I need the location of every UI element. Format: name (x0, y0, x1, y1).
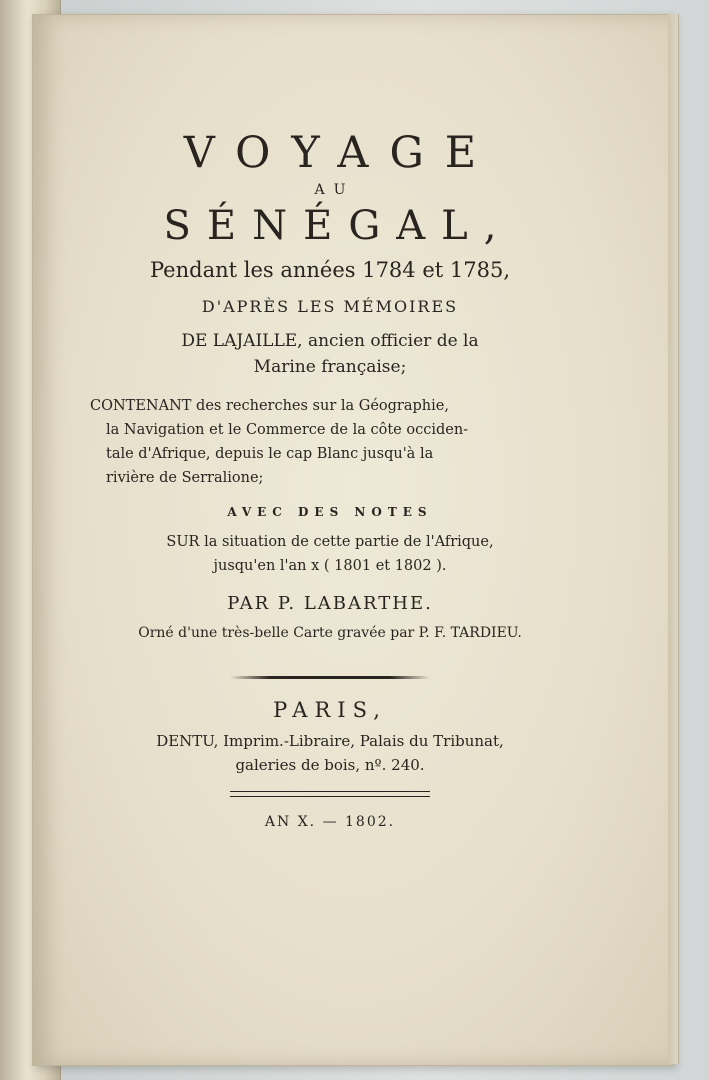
imprint-address: galeries de bois, nº. 240. (235, 756, 425, 774)
page-edges (668, 14, 679, 1064)
description-line: CONTENANT des recherches sur la Géographie, (90, 398, 449, 414)
divider-rule (230, 676, 430, 679)
contents-description (90, 394, 570, 490)
subtitle-lajaille: DE LAJAILLE, ancien officier de la (181, 331, 479, 351)
imprint-publisher: DENTU, Imprim.-Libraire, Palais du Tribunat, (156, 732, 504, 750)
imprint-date: AN X. — 1802. (264, 814, 396, 830)
notes-heading: AVEC DES NOTES (227, 505, 433, 519)
author: PAR P. LABARTHE. (227, 593, 433, 614)
subtitle-marine: Marine française; (253, 357, 407, 377)
double-rule (230, 791, 430, 797)
subtitle-memoires: D'APRÈS LES MÉMOIRES (201, 297, 459, 316)
notes-line: jusqu'en l'an x ( 1801 et 1802 ). (213, 558, 447, 574)
title-senegal: SÉNÉGAL, (163, 203, 513, 249)
subtitle-years: Pendant les années 1784 et 1785, (150, 258, 510, 282)
imprint-city: PARIS, (273, 698, 387, 722)
title-au: AU (314, 182, 355, 198)
description-line: la Navigation et le Commerce de la côte occiden- (106, 422, 469, 438)
description-line: tale d'Afrique, depuis le cap Blanc jusqu'à la (106, 446, 434, 462)
book-title: VOYAGE (183, 128, 498, 178)
description-line: rivière de Serralione; (106, 470, 264, 486)
map-credit: Orné d'une très-belle Carte gravée par P. F. TARDIEU. (138, 625, 522, 641)
notes-line: SUR la situation de cette partie de l'Afrique, (166, 534, 494, 550)
title-page-text (90, 128, 570, 837)
